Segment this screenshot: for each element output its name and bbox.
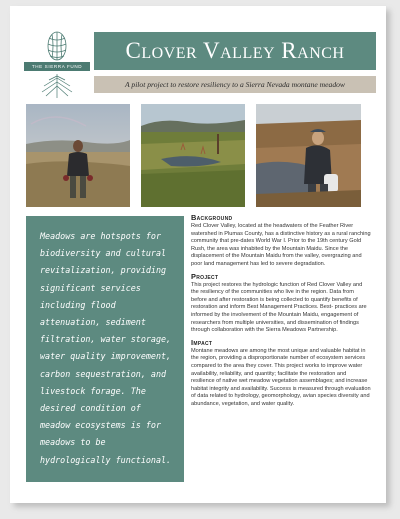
logo-org-name: THE SIERRA FUND: [24, 62, 90, 71]
project-body: This project restores the hydrologic function of Red Clover Valley and the resiliency of the communities who live in the region. Data from before and after restoration is being collected to quantify benefits of restoration and inform Best Management Practices. Best- practices are informed by the involvement of the Mountain Maidu, engagement of researchers from multiple universities, and dissemination of findings through collaboration with the Sierra Meadows Partnership.: [191, 281, 367, 334]
page-subtitle: A pilot project to restore resiliency to a Sierra Nevada montane meadow: [125, 80, 345, 89]
content-column: [191, 213, 371, 411]
title-banner: [94, 32, 376, 70]
sierra-fund-logo: [24, 28, 90, 100]
page-title: Clover Valley Ranch: [125, 38, 345, 63]
flyer-page: [10, 6, 386, 503]
creek-meadow-photo: [141, 104, 245, 207]
background-body: Red Clover Valley, located at the headwaters of the Feather River watershed in Plumas County, has a distinctive history as a rural ranching community that pre-dates World War I. Prior to the 19th century Gold Rush, the area was inhabited by the Mountain Maidu. Since the displacement of the Mountain Maidu from the valley, overgrazing and poor land management has led to severe degradation.: [191, 223, 371, 267]
man-in-meadow-photo: [26, 104, 130, 207]
callout-quote-box: [26, 216, 184, 482]
callout-quote-text: Meadows are hotspots for biodiversity and cultural revitalization, providing significant services including flood attenuation, sediment filtration, water storage, water quality improvement, carbon sequestration, and livestock forage. The desired condition of meadow ecosystems is for meadows to be hydrologically functional.: [40, 231, 172, 465]
project-heading: Project: [191, 271, 219, 281]
subtitle-banner: [94, 76, 376, 93]
impact-heading: Impact: [191, 337, 213, 347]
background-heading: Background: [191, 213, 233, 222]
woman-sampling-photo: [256, 104, 361, 207]
impact-body: Montane meadows are among the most unique and valuable habitat in the region, providing a disproportionate number of ecosystem services compared to the area they cover. This project works to improve water availability, reliability, and quantity; facilitate the restoration and resilience of native wet meadow vegetation assemblages; and increase habitat integrity and availability. Success is measured through evaluation of data related to hydrology, geomorphology, avian species diversity and abundance, vegetation, and water quality.: [191, 347, 371, 407]
